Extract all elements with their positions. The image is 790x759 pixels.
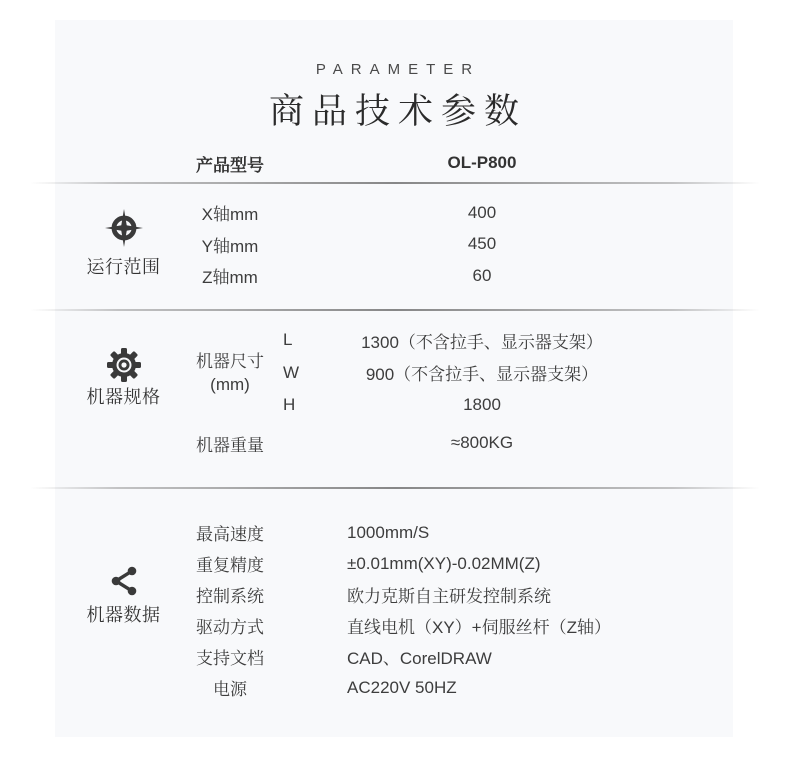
divider-line <box>30 182 760 184</box>
row-value: AC220V 50HZ <box>347 677 457 697</box>
model-header-row <box>192 148 696 178</box>
machine-data-rows <box>192 517 696 703</box>
row-value: 欧力克斯自主研发控制系统 <box>347 587 551 606</box>
model-label: 产品型号 <box>196 155 264 175</box>
row-label: Y轴mm <box>201 236 259 256</box>
row-value: 450 <box>467 234 497 254</box>
row-value: 1000mm/S <box>347 522 430 542</box>
page-title: 商品技术参数 <box>268 92 527 131</box>
row-value: ≈800KG <box>450 433 514 452</box>
operating-range-icon-cell <box>55 183 192 310</box>
dimension-value: 1300（不含拉手、显示器支架） <box>361 332 603 352</box>
operating-range-rows <box>192 197 696 292</box>
table-row <box>192 229 696 261</box>
table-row <box>192 260 696 292</box>
dimension-unit-text: (mm) <box>210 374 250 394</box>
table-row <box>192 197 696 229</box>
row-value: ±0.01mm(XY)-0.02MM(Z) <box>347 553 541 573</box>
row-label: 驱动方式 <box>196 618 264 637</box>
row-value: CAD、CorelDRAW <box>347 649 492 668</box>
share-icon <box>106 564 142 598</box>
crosshair-target-icon <box>105 209 143 247</box>
machine-data-icon-cell <box>55 488 192 737</box>
section-label: 运行范围 <box>86 257 161 277</box>
row-label: 重复精度 <box>196 556 264 575</box>
dimension-label <box>192 350 268 396</box>
divider-line <box>30 487 760 489</box>
row-label: 支持文档 <box>196 649 264 668</box>
table-row <box>192 672 696 703</box>
machine-dimensions-grid <box>192 324 696 422</box>
machine-weight-row <box>192 427 696 459</box>
dimension-value: 1800 <box>463 395 501 415</box>
row-value: 直线电机（XY）+伺服丝杆（Z轴） <box>347 618 611 637</box>
table-row <box>192 579 696 610</box>
row-value: 60 <box>472 265 492 285</box>
row-label: 电源 <box>213 680 247 699</box>
dimension-letter: L <box>283 330 293 350</box>
dimension-value: 900（不含拉手、显示器支架） <box>365 365 599 385</box>
table-row <box>192 610 696 641</box>
machine-specs-icon-cell <box>55 310 192 488</box>
divider-line <box>30 309 760 311</box>
row-value: 400 <box>467 202 497 222</box>
table-row <box>192 548 696 579</box>
section-operating-range <box>55 183 733 310</box>
model-value: OL-P800 <box>447 153 517 172</box>
row-label: Z轴mm <box>202 268 258 288</box>
row-label: 控制系统 <box>196 587 264 606</box>
eyebrow-text: PARAMETER <box>315 61 481 78</box>
section-label: 机器规格 <box>86 387 161 407</box>
dimension-label-text: 机器尺寸 <box>196 351 264 371</box>
section-machine-data <box>55 488 733 737</box>
row-label: X轴mm <box>201 205 259 225</box>
gear-icon <box>106 347 142 383</box>
dimension-letter: W <box>283 362 300 382</box>
table-row <box>192 517 696 548</box>
section-label: 机器数据 <box>86 605 161 625</box>
table-row <box>192 641 696 672</box>
dimension-letter: H <box>283 395 296 415</box>
row-label: 最高速度 <box>196 525 264 544</box>
spec-card <box>55 20 733 737</box>
section-machine-specs <box>55 310 733 488</box>
row-label: 机器重量 <box>196 435 264 455</box>
